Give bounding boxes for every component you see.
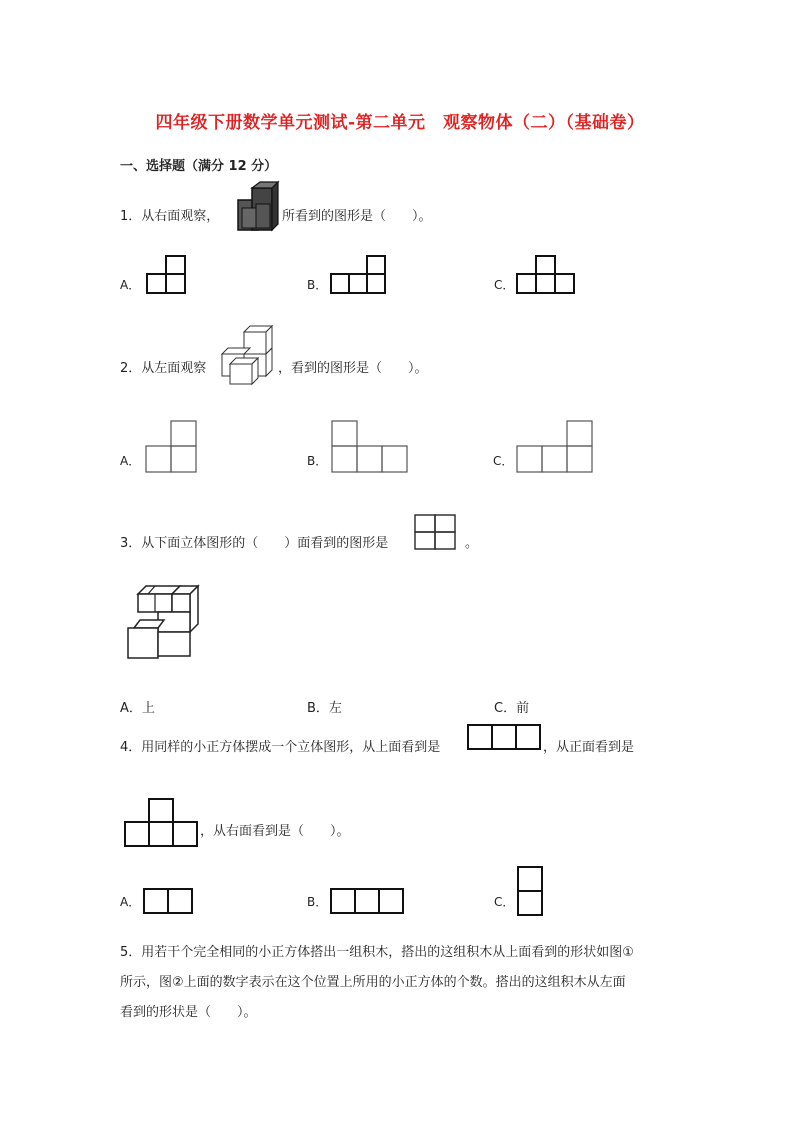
q3-option-b[interactable]: B．左 <box>307 701 342 716</box>
q3-solid-figure <box>124 584 206 662</box>
question-1-prefix: 1．从右面观察， <box>120 209 220 224</box>
q1-option-b-figure[interactable] <box>330 255 386 295</box>
question-4-line2: ，从右面看到是（ ）。 <box>200 824 350 839</box>
q1-option-a-figure[interactable] <box>146 255 188 295</box>
page-title: 四年级下册数学单元测试-第二单元 观察物体（二）（基础卷） <box>155 113 645 133</box>
question-2-suffix: ，看到的图形是（ ）。 <box>278 361 428 376</box>
q1-option-a-label: A． <box>120 278 141 292</box>
question-4-line1b: ，从正面看到是 <box>543 740 635 755</box>
q4-option-c-figure[interactable] <box>517 866 545 916</box>
question-5-line3: 看到的形状是（ ）。 <box>120 1005 257 1020</box>
q4-option-a-label: A． <box>120 895 141 909</box>
q2-option-c-figure[interactable] <box>516 420 596 474</box>
q3-view-figure <box>414 514 458 552</box>
q4-front-view-figure <box>124 798 198 848</box>
q1-solid-figure <box>232 180 280 234</box>
question-3-prefix: 3．从下面立体图形的（ ）面看到的图形是 <box>120 536 389 551</box>
q2-option-b-label: B． <box>307 454 328 468</box>
q3-option-a[interactable]: A．上 <box>120 701 155 716</box>
question-5-line1: 5．用若干个完全相同的小正方体搭出一组积木，搭出的这组积木从上面看到的形状如图① <box>120 945 634 960</box>
question-4-line1: 4．用同样的小正方体摆成一个立体图形，从上面看到是 <box>120 740 441 755</box>
q4-option-a-figure[interactable] <box>143 888 193 916</box>
question-1-suffix: 所看到的图形是（ ）。 <box>282 209 432 224</box>
q4-top-view-figure <box>467 724 541 752</box>
q2-solid-figure <box>214 324 276 386</box>
q3-option-c[interactable]: C．前 <box>494 701 530 716</box>
q2-option-c-label: C． <box>493 454 514 468</box>
q2-option-a-label: A． <box>120 454 141 468</box>
q4-option-b-figure[interactable] <box>330 888 404 916</box>
question-2-prefix: 2．从左面观察 <box>120 361 207 376</box>
q1-option-b-label: B． <box>307 278 328 292</box>
q2-option-a-figure[interactable] <box>145 420 199 474</box>
q2-option-b-figure[interactable] <box>331 420 411 474</box>
question-5-line2: 所示，图②上面的数字表示在这个位置上所用的小正方体的个数。搭出的这组积木从左面 <box>120 975 626 990</box>
q4-option-c-label: C． <box>494 895 515 909</box>
question-3-suffix: 。 <box>465 536 479 551</box>
section-heading: 一、选择题（满分 12 分） <box>120 159 278 174</box>
q1-option-c-label: C． <box>494 278 515 292</box>
q1-option-c-figure[interactable] <box>516 255 576 295</box>
q4-option-b-label: B． <box>307 895 328 909</box>
